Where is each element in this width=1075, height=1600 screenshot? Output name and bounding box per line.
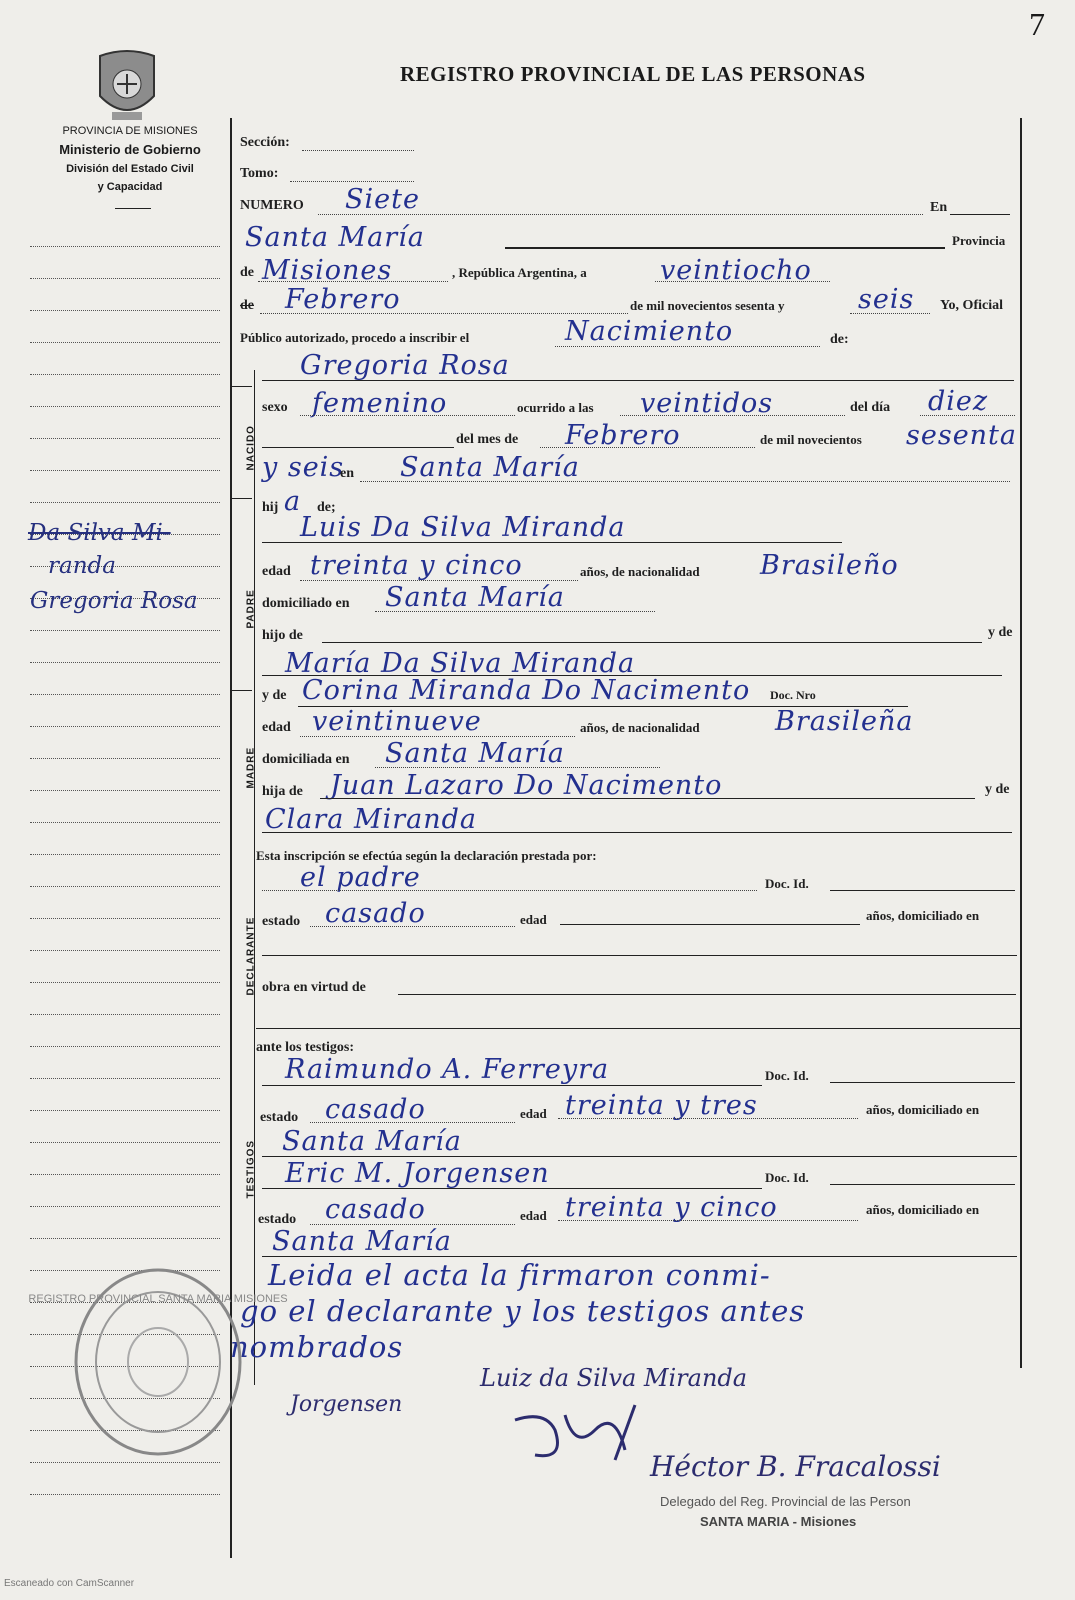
label-en: En [930,200,948,215]
value-provincia: Misiones [262,255,393,286]
signature-padre: Luiz da Silva Miranda [480,1364,748,1392]
sep-nacido [232,386,252,387]
label-ante: ante los testigos: [256,1040,354,1055]
field-testigo2-edad [558,1220,858,1221]
stamp-line-2: SANTA MARIA - Misiones [700,1514,857,1529]
margin-rule-line [30,342,220,343]
label-provincia: Provincia [952,233,1006,248]
value-dia-nac: diez [928,386,989,417]
label-edad-declarante: edad [520,912,547,927]
value-anio: seis [858,284,915,315]
field-declarante-estado [310,926,515,927]
field-testigo2-estado [310,1224,515,1225]
margin-rule-line [30,438,220,439]
field-anio [850,313,930,314]
label-publico: Público autorizado, procedo a inscribir el [240,330,470,345]
margin-rule-line [30,918,220,919]
label-anos-nac-padre: años, de nacionalidad [580,564,700,579]
label-estado-t1: estado [260,1110,299,1125]
value-mes-nac: Febrero [565,420,681,451]
label-domiciliada-madre: domiciliada en [262,752,350,767]
margin-rule-line [30,246,220,247]
field-obra [398,994,1016,995]
value-lugar: Santa María [245,222,425,253]
label-de-semicolon: de; [317,500,336,515]
side-label-declarante: DECLARANTE [245,916,257,996]
margin-rule-line [30,1238,220,1239]
field-padre [262,542,842,543]
value-numero: Siete [345,184,420,215]
signature-testigo: Jorgensen [290,1392,403,1417]
document-title: REGISTRO PROVINCIAL DE LAS PERSONAS [400,62,866,86]
field-doc-id-declarante [830,890,1015,891]
field-lugar-nac [360,481,1010,482]
field-dia [655,281,830,282]
margin-rule-line [30,694,220,695]
value-padre-nac: Brasileño [760,550,899,581]
value-sexo: femenino [312,388,448,419]
field-testigo1-dom [262,1156,1017,1157]
label-y-de-madre2: y de [985,782,1010,797]
field-seccion [302,150,414,151]
label-de-colon: de: [830,332,849,347]
value-mes: Febrero [285,284,401,315]
field-padre-edad [300,580,578,581]
label-anos-dom-t1: años, domiciliado en [866,1102,980,1117]
value-anio-nac-b: y seis [262,452,345,483]
field-madre-dom [375,767,660,768]
field-dia-cont [262,447,454,448]
label-y-de-padre: y de [988,625,1013,640]
official-seal-icon [28,1262,288,1467]
label-del-dia: del día [850,400,891,415]
value-padre: Luis Da Silva Miranda [300,512,626,543]
label-hijo-de: hijo de [262,628,303,643]
sep-madre [232,690,252,691]
field-lugar [505,247,945,249]
signature-scribble-icon [505,1400,655,1475]
margin-note-surname-cont: randa [48,553,116,579]
margin-rule-line [30,406,220,407]
label-anos-nac-madre: años, de nacionalidad [580,720,700,735]
margin-rule-line [30,630,220,631]
closing-line-2: go el declarante y los testigos antes [240,1294,806,1328]
field-mes [260,313,628,314]
value-madre-edad: veintinueve [312,706,482,737]
value-anio-nac-a: sesenta [906,420,1018,451]
label-yo-oficial: Yo, Oficial [940,298,1003,313]
value-nombre: Gregoria Rosa [300,350,510,381]
value-testigo2: Eric M. Jorgensen [285,1158,550,1189]
side-label-testigos: TESTIGOS [245,1139,257,1199]
signature-oficial: Héctor B. Fracalossi [650,1450,941,1483]
margin-rule-line [30,790,220,791]
field-acto [555,346,820,347]
frame-right-line [1020,118,1022,1368]
value-padre-madre: María Da Silva Miranda [285,648,636,679]
field-testigo1 [262,1085,762,1086]
label-ocurrido: ocurrido a las [517,400,594,415]
margin-rule-line [30,822,220,823]
value-testigo2-dom: Santa María [272,1226,452,1257]
margin-rule-line [30,278,220,279]
field-hora [620,415,845,416]
field-padre-dom [375,611,655,612]
field-madre-padre [320,798,975,799]
label-doc-id-t2: Doc. Id. [765,1170,809,1185]
margin-rule-line [30,1110,220,1111]
side-label-madre: MADRE [245,746,257,789]
value-dia: veintiocho [660,255,812,286]
value-testigo1: Raimundo A. Ferreyra [285,1054,610,1085]
label-doc-id-t1: Doc. Id. [765,1068,809,1083]
label-obra: obra en virtud de [262,980,366,995]
header-division: División del Estado Civil [66,163,194,175]
field-dom-declarante [262,955,1017,956]
label-domiciliado-padre: domiciliado en [262,596,350,611]
header-ministerio: Ministerio de Gobierno [59,142,201,157]
field-testigo2-dom [262,1256,1017,1257]
field-doc-id-t1 [830,1082,1015,1083]
value-madre-madre: Clara Miranda [265,804,478,835]
value-hora: veintidos [640,388,774,419]
label-seccion: Sección: [240,135,290,150]
scanner-footer: Escaneado con CamScanner [4,1578,135,1589]
label-y-de-madre: y de [262,688,287,703]
value-madre: Corina Miranda Do Nacimento [302,675,751,706]
value-testigo1-estado: casado [325,1094,426,1125]
field-numero [318,214,923,215]
field-testigo1-edad [558,1118,858,1119]
field-edad-declarante [560,924,860,925]
field-testigo1-estado [310,1122,515,1123]
margin-rule-line [30,758,220,759]
side-label-nacido: NACIDO [245,425,257,471]
label-numero: NUMERO [240,198,304,213]
margin-rule-line [30,1078,220,1079]
value-lugar-nac: Santa María [400,452,580,483]
value-madre-padre: Juan Lazaro Do Nacimento [330,770,723,801]
field-doc-id-t2 [830,1184,1015,1185]
value-declarante: el padre [300,862,421,893]
field-nombre [262,380,1014,381]
closing-line-1: Leida el acta la firmaron conmi- [268,1258,771,1292]
label-sexo: sexo [262,400,288,415]
margin-rule-line [30,374,220,375]
header-provincia: PROVINCIA DE MISIONES [62,125,198,137]
label-doc-nro: Doc. Nro [770,688,816,702]
margin-rule-line [30,726,220,727]
margin-note-surname: Da Silva Mi- [28,520,171,546]
margin-rule-line [30,1014,220,1015]
margin-rule-line [30,854,220,855]
value-madre-nac: Brasileña [775,706,914,737]
label-edad-madre: edad [262,720,291,735]
label-estado-declarante: estado [262,914,301,929]
field-mes-nac [540,447,755,448]
field-declarante [262,890,757,891]
sep-padre [232,498,252,499]
label-edad-t2: edad [520,1208,547,1223]
side-label-padre: PADRE [245,589,257,629]
header-divider [115,208,151,209]
stamp-line-1: Delegado del Reg. Provincial de las Person [660,1494,911,1509]
label-edad-t1: edad [520,1106,547,1121]
margin-rule-line [30,1174,220,1175]
label-edad-padre: edad [262,564,291,579]
value-testigo2-edad: treinta y cinco [565,1192,778,1223]
value-acto: Nacimiento [565,316,734,347]
seal-text: REGISTRO PROVINCIAL SANTA MARIA MISIONES [28,1293,288,1305]
margin-rule-line [30,310,220,311]
value-declarante-estado: casado [325,898,426,929]
margin-rule-line [30,1046,220,1047]
coat-of-arms-icon [92,46,162,131]
value-madre-dom: Santa María [385,738,565,769]
value-testigo2-estado: casado [325,1194,426,1225]
value-testigo1-dom: Santa María [282,1126,462,1157]
field-tomo [290,181,414,182]
field-hijo-de [322,642,982,643]
value-testigo1-edad: treinta y tres [565,1090,758,1121]
field-sexo [300,415,515,416]
field-madre-edad [300,736,575,737]
label-en-nac: en [340,466,354,481]
label-republica: , República Argentina, a [452,265,587,280]
margin-rule-line [30,662,220,663]
label-hij: hij [262,500,279,515]
section-bracket-line [254,370,255,1385]
field-dia-nac [920,415,1015,416]
field-testigo2 [262,1188,762,1189]
closing-line-3: nombrados [230,1330,404,1364]
value-padre-dom: Santa María [385,582,565,613]
value-padre-edad: treinta y cinco [310,550,523,581]
label-hija-de: hija de [262,784,303,799]
margin-note-name: Gregoria Rosa [30,588,198,614]
label-de-mil-nov: de mil novecientos [760,432,862,447]
label-tomo: Tomo: [240,166,279,181]
page-number: 7 [1029,6,1045,42]
margin-rule-line [30,1494,220,1495]
margin-rule-line [30,1206,220,1207]
label-inscripcion: Esta inscripción se efectúa según la declaración prestada por: [256,848,597,863]
margin-rule-line [30,982,220,983]
label-doc-id-declarante: Doc. Id. [765,876,809,891]
field-en [950,214,1010,215]
label-anos-dom-declarante: años, domiciliado en [866,908,980,923]
field-madre-madre [262,832,1012,833]
margin-rule-line [30,470,220,471]
sep-declarante [256,1028,1020,1029]
header-capacidad: y Capacidad [97,181,163,193]
label-estado-t2: estado [258,1212,297,1227]
margin-rule-line [30,950,220,951]
margin-rule-line [30,886,220,887]
label-del-mes: del mes de [456,432,519,447]
margin-rule-line [30,502,220,503]
field-provincia [258,281,448,282]
label-de-mes: de [240,298,254,313]
value-hij-suffix: a [284,486,302,517]
label-de-mil: de mil novecientos sesenta y [630,298,785,313]
margin-rule-line [30,1142,220,1143]
label-de: de [240,265,254,280]
label-anos-dom-t2: años, domiciliado en [866,1202,980,1217]
